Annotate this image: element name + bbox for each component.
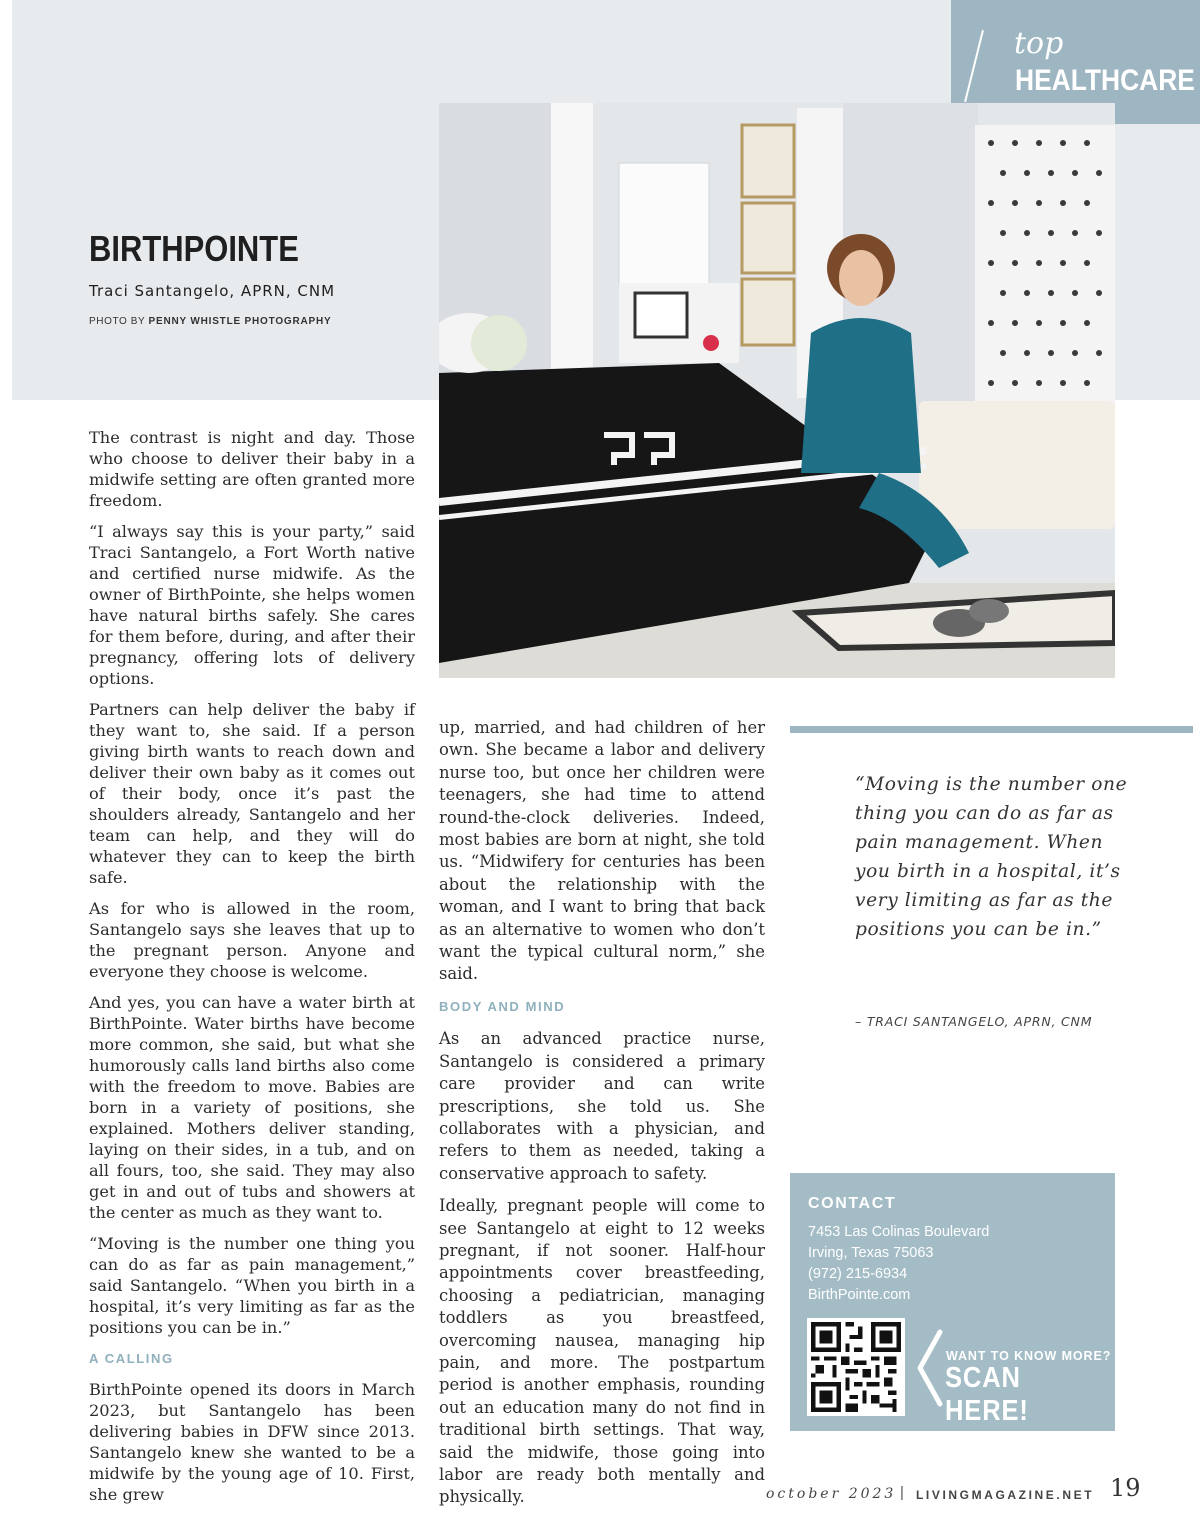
business-name: BIRTHPOINTE xyxy=(89,228,299,269)
paragraph: And yes, you can have a water birth at BirthPointe. Water births have become more common, she said, but what she humorously calls land births also come with the freedom to move. Babies are born in a variety of positions, she explained. Mothers deliver standing, laying on their sides, in a tub, and on all fours, too, she said. They may also get in and out of tubs and showers at the center as much as they want to. xyxy=(89,993,415,1222)
pull-quote-attribution: – TRACI SANTANGELO, APRN, CNM xyxy=(855,1014,1093,1029)
qr-code-icon xyxy=(811,1322,901,1412)
article-column-2 xyxy=(439,717,765,1519)
contact-box xyxy=(790,1173,1115,1431)
photographer-name: PENNY WHISTLE PHOTOGRAPHY xyxy=(148,316,332,327)
feature-photo xyxy=(439,103,1115,678)
paragraph: Partners can help deliver the baby if they want to, she said. If a person giving birth wants to reach down and deliver their own baby as it comes out of their body, once it’s past the shoulders already, Santangelo and her team can help, and they will do whatever they can to keep the birth safe. xyxy=(89,700,415,887)
chevron-left-icon xyxy=(912,1328,946,1408)
paragraph: “I always say this is your party,” said Traci Santangelo, a Fort Worth native and certified nurse midwife. As the owner of BirthPointe, she helps women have natural births safely. She cares for them before, during, and after their pregnancy, offering lots of delivery options. xyxy=(89,522,415,688)
qr-code[interactable] xyxy=(807,1318,905,1416)
contact-address-line-2: Irving, Texas 75063 xyxy=(808,1245,934,1261)
page-number: 19 xyxy=(1110,1474,1141,1502)
contact-address-line-1: 7453 Las Colinas Boulevard xyxy=(808,1224,990,1240)
subheading-a-calling: A CALLING xyxy=(89,1351,174,1366)
article-column-1 xyxy=(89,427,415,1515)
footer-site[interactable]: LIVINGMAGAZINE.NET xyxy=(916,1488,1095,1502)
contact-website[interactable]: BirthPointe.com xyxy=(808,1287,911,1303)
paragraph: The contrast is night and day. Those who choose to deliver their baby in a midwife setting are often granted more freedom. xyxy=(89,428,415,510)
section-tab-name: HEALTHCARE xyxy=(1015,64,1195,97)
photo-credit xyxy=(89,316,332,327)
paragraph: As an advanced practice nurse, Santangelo is considered a primary care provider and can write prescriptions, she told us. She collaborates with a physician, and refers to them as needed, taking a conservative approach to safety. xyxy=(439,1029,765,1183)
photo-illustration xyxy=(439,103,1115,678)
photo-credit-prefix: PHOTO BY xyxy=(89,316,146,327)
profile-person: Traci Santangelo, APRN, CNM xyxy=(89,282,336,300)
paragraph: BirthPointe opened its doors in March 2023, but Santangelo has been delivering babies in DFW since 2013. Santangelo knew she wanted to be a midwife by the young age of 10. First, she grew xyxy=(89,1380,415,1504)
cta-scan-text: SCAN HERE! xyxy=(945,1362,1029,1427)
section-tab-prefix: top xyxy=(1014,26,1064,61)
subheading-body-and-mind: BODY AND MIND xyxy=(439,998,566,1014)
footer-issue: october 2023 xyxy=(766,1486,897,1502)
cta-small-text: WANT TO KNOW MORE? xyxy=(946,1349,1112,1363)
paragraph: “Moving is the number one thing you can do as far as pain management,” said Santangelo. “When you birth in a hospital, it’s very limiting as far as the positions you can be in.” xyxy=(89,1234,415,1337)
footer-separator: | xyxy=(900,1484,904,1501)
pull-quote: “Moving is the number one thing you can do as far as pain management. When you birth in a hospital, it’s very limiting as far as the positions you can be in.” xyxy=(855,774,1128,940)
paragraph: Ideally, pregnant people will come to see Santangelo at eight to 12 weeks pregnant, if not sooner. Half-hour appointments cover breastfeeding, choosing a pediatrician, managing toddlers as you breastfeed, overcoming nausea, managing hip pain, and more. The postpartum period is another emphasis, rounding out an education many do not find in traditional birth settings. That way, said the midwife, those going into labor are ready both mentally and physically. xyxy=(439,1196,765,1507)
paragraph: up, married, and had children of her own. She became a labor and delivery nurse too, but once her children were teenagers, she had time to attend round-the-clock deliveries. Indeed, most babies are born at night, she told us. “Midwifery for centuries has been about the relationship with the woman, and I want to bring that back as an alternative to women who don’t want the typical cultural norm,” she said. xyxy=(439,718,765,984)
contact-phone[interactable]: (972) 215-6934 xyxy=(808,1266,908,1282)
paragraph: As for who is allowed in the room, Santangelo says she leaves that up to the pregnant person. Anyone and everyone they choose is welcome. xyxy=(89,899,415,981)
pull-quote-rule xyxy=(790,726,1193,733)
contact-title: CONTACT xyxy=(808,1195,897,1212)
